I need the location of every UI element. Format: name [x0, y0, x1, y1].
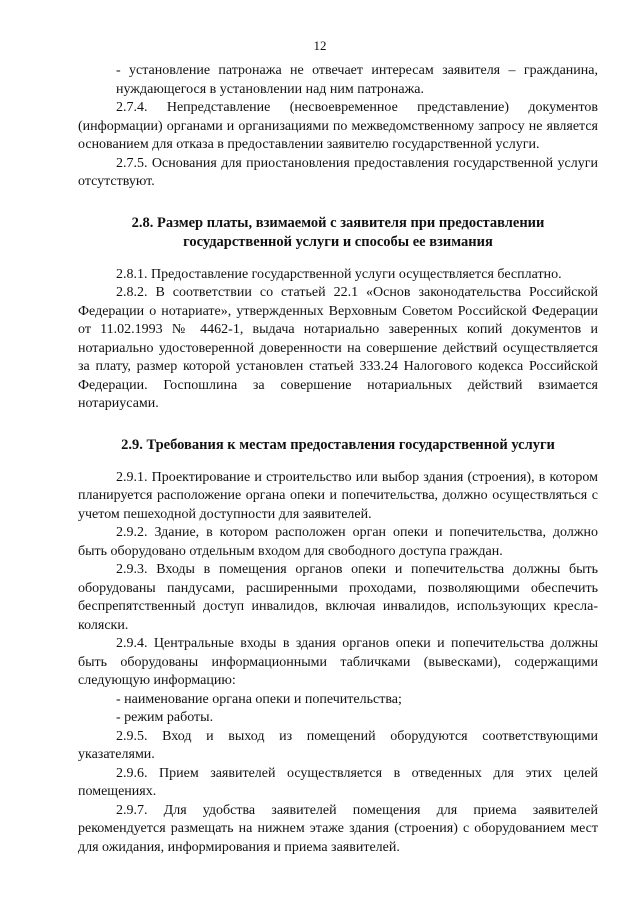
paragraph-2-9-6: 2.9.6. Прием заявителей осуществляется в отведенных для этих целей помещениях. [78, 765, 598, 799]
paragraph-2-9-5: 2.9.5. Вход и выход из помещений оборудуются соответствующими указателями. [78, 728, 598, 762]
document-body [78, 62, 598, 857]
heading-2-8: 2.8. Размер платы, взимаемой с заявителя при предоставлении государственной услуги и способы ее взимания [131, 214, 545, 250]
paragraph-patronage-interest: - установление патронажа не отвечает интересам заявителя – гражданина, нуждающегося в установлении над ним патронажа. [116, 63, 598, 97]
paragraph-2-9-1: 2.9.1. Проектирование и строительство или выбор здания (строения), в котором планируется расположение органа опеки и попечительства, должно осуществляться с учетом пешеходной доступности для заявителей. [78, 469, 598, 522]
heading-2-9: 2.9. Требования к местам предоставления государственной услуги [121, 436, 555, 453]
paragraph-2-7-5: 2.7.5. Основания для приостановления предоставления государственной услуги отсутствуют. [78, 155, 598, 189]
paragraph-2-9-7: 2.9.7. Для удобства заявителей помещения для приема заявителей рекомендуется размещать на нижнем этаже здания (строения) с оборудованием мест для ожидания, информирования и приема заявителей. [78, 802, 598, 855]
paragraph-2-7-4: 2.7.4. Непредставление (несвоевременное представление) документов (информации) органами и организациями по межведомственному запросу не является основанием для отказа в предоставлении заявителю государственной услуги. [78, 100, 598, 152]
paragraph-2-9-4: 2.9.4. Центральные входы в здания органов опеки и попечительства должны быть оборудованы информационными табличками (вывесками), содержащими следующую информацию: [78, 636, 598, 688]
paragraph-2-8-2: 2.8.2. В соответствии со статьей 22.1 «Основ законодательства Российской Федерации о нотариате», утвержденных Верховным Советом Российской Федерации от 11.02.1993 № 4462-1, выдача нотариально заверенных копий документов и нотариально удостоверенной доверенности на совершение действий осуществляется за плату, размер которой установлен статьей 333.24 Налогового кодекса Российской Федерации. Госпошлина за совершение нотариальных действий взимается нотариусами. [78, 285, 598, 411]
page-number: 12 [313, 38, 327, 53]
paragraph-2-9-2: 2.9.2. Здание, в котором расположен орган опеки и попечительства, должно быть оборудовано отдельным входом для свободного доступа граждан. [78, 525, 598, 559]
paragraph-2-9-3: 2.9.3. Входы в помещения органов опеки и попечительства должны быть оборудованы пандусами, расширенными проходами, позволяющими обеспечить беспрепятственный доступ инвалидов, включая инвалидов, использующих кресла-коляски. [78, 562, 598, 633]
list-item-working-hours: - режим работы. [116, 710, 214, 725]
paragraph-2-8-1: 2.8.1. Предоставление государственной услуги осуществляется бесплатно. [116, 266, 562, 282]
list-item-authority-name: - наименование органа опеки и попечительства; [116, 691, 402, 707]
